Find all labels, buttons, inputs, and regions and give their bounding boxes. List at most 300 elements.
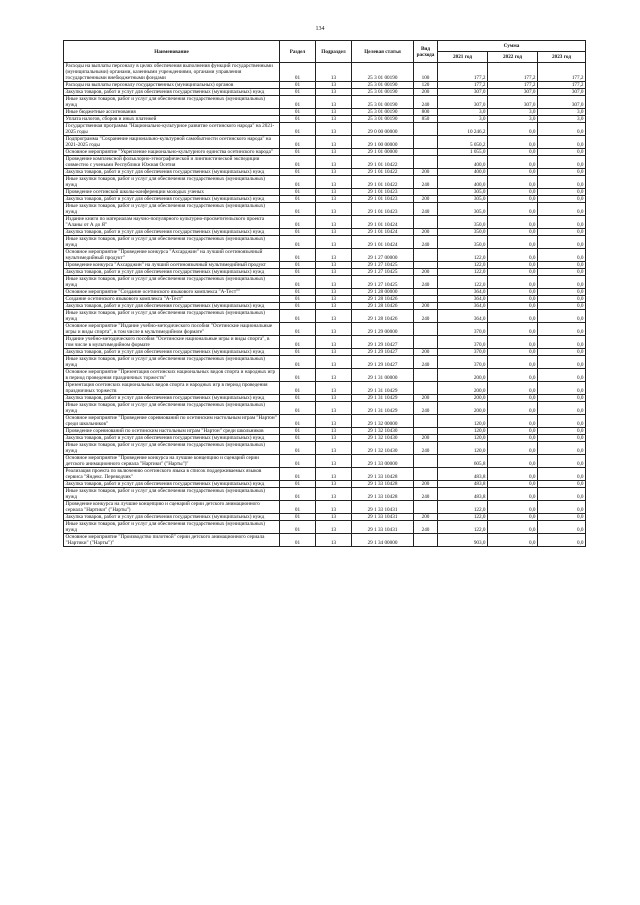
row-target: 29 1 32 10430 (352, 428, 414, 435)
row-target: 29 1 29 00000 (352, 323, 414, 336)
row-vid (414, 534, 438, 547)
row-sum-2021: 400,0 (438, 176, 488, 189)
table-row (64, 229, 586, 236)
table-row (64, 303, 586, 310)
row-target: 29 1 27 10425 (352, 262, 414, 269)
row-razdel: 01 (280, 488, 316, 501)
row-razdel: 01 (280, 336, 316, 349)
row-sum-2022: 0,0 (488, 156, 538, 169)
row-sum-2022: 0,0 (488, 514, 538, 521)
row-podrazdel: 13 (316, 455, 352, 468)
row-razdel: 01 (280, 203, 316, 216)
row-name: Закупка товаров, работ и услуг для обеспечения государственных (муниципальных) нужд (64, 196, 280, 203)
row-target: 29 1 29 10427 (352, 336, 414, 349)
row-sum-2023: 177,2 (538, 63, 586, 82)
table-row (64, 156, 586, 169)
row-vid: 240 (414, 402, 438, 415)
row-sum-2021: 200,0 (438, 395, 488, 402)
row-podrazdel: 13 (316, 336, 352, 349)
row-vid: 200 (414, 481, 438, 488)
table-row (64, 82, 586, 89)
row-name: Закупка товаров, работ и услуг для обеспечения государственных (муниципальных) нужд (64, 89, 280, 96)
row-name: Закупка товаров, работ и услуг для обеспечения государственных (муниципальных) нужд (64, 395, 280, 402)
row-razdel: 01 (280, 521, 316, 534)
row-podrazdel: 13 (316, 109, 352, 116)
row-sum-2021: 483,8 (438, 488, 488, 501)
row-sum-2021: 200,0 (438, 382, 488, 395)
row-name: Презентация осетинских национальных видов спорта и народных игр в период проведения праздничных торжеств (64, 382, 280, 395)
row-sum-2022: 0,0 (488, 276, 538, 289)
row-sum-2022: 0,0 (488, 123, 538, 136)
row-sum-2023: 0,0 (538, 289, 586, 296)
row-sum-2021: 370,0 (438, 323, 488, 336)
row-podrazdel: 13 (316, 534, 352, 547)
row-podrazdel: 13 (316, 415, 352, 428)
table-row (64, 369, 586, 382)
row-vid: 240 (414, 176, 438, 189)
table-row (64, 236, 586, 249)
row-sum-2021: 364,0 (438, 303, 488, 310)
row-podrazdel: 13 (316, 323, 352, 336)
row-target: 29 1 28 10426 (352, 296, 414, 303)
row-name: Иные закупки товаров, работ и услуг для обеспечения государственных (муниципальных) нужд (64, 276, 280, 289)
table-row (64, 176, 586, 189)
row-sum-2023: 0,0 (538, 534, 586, 547)
budget-table (63, 40, 586, 547)
row-sum-2023: 0,0 (538, 501, 586, 514)
row-target: 29 1 32 10430 (352, 442, 414, 455)
row-razdel: 01 (280, 109, 316, 116)
row-podrazdel: 13 (316, 169, 352, 176)
row-podrazdel: 13 (316, 89, 352, 96)
row-sum-2022: 0,0 (488, 468, 538, 481)
row-sum-2023: 0,0 (538, 236, 586, 249)
row-vid (414, 149, 438, 156)
header-vid: Вид расхода (414, 41, 438, 63)
row-sum-2021: 120,0 (438, 435, 488, 442)
table-row (64, 514, 586, 521)
row-sum-2023: 0,0 (538, 382, 586, 395)
row-sum-2021: 350,0 (438, 229, 488, 236)
table-row (64, 415, 586, 428)
row-podrazdel: 13 (316, 468, 352, 481)
row-vid (414, 123, 438, 136)
table-row (64, 189, 586, 196)
row-vid (414, 249, 438, 262)
row-sum-2022: 307,0 (488, 89, 538, 96)
header-name: Наименование (64, 41, 280, 63)
row-name: Подпрограмма "Сохранение национально-культурной самобытности осетинского народа" на 2021-2025 годы (64, 136, 280, 149)
header-target: Целевая статья (352, 41, 414, 63)
row-sum-2023: 0,0 (538, 488, 586, 501)
row-podrazdel: 13 (316, 435, 352, 442)
row-sum-2022: 0,0 (488, 136, 538, 149)
row-razdel: 01 (280, 310, 316, 323)
row-razdel: 01 (280, 136, 316, 149)
row-vid: 240 (414, 236, 438, 249)
row-vid (414, 323, 438, 336)
row-target: 25 3 01 00190 (352, 89, 414, 96)
row-podrazdel: 13 (316, 488, 352, 501)
row-vid: 800 (414, 109, 438, 116)
row-podrazdel: 13 (316, 189, 352, 196)
row-sum-2021: 3,0 (438, 116, 488, 123)
row-vid: 200 (414, 514, 438, 521)
row-sum-2021: 122,0 (438, 521, 488, 534)
row-name: Иные закупки товаров, работ и услуг для обеспечения государственных (муниципальных) нужд (64, 356, 280, 369)
row-vid: 200 (414, 395, 438, 402)
row-podrazdel: 13 (316, 395, 352, 402)
table-row (64, 356, 586, 369)
row-target: 29 1 31 10429 (352, 395, 414, 402)
row-sum-2021: 120,0 (438, 415, 488, 428)
row-sum-2023: 0,0 (538, 428, 586, 435)
row-sum-2023: 3,0 (538, 116, 586, 123)
row-razdel: 01 (280, 89, 316, 96)
row-sum-2023: 0,0 (538, 336, 586, 349)
header-sum: Сумма (438, 41, 586, 52)
row-sum-2021: 370,0 (438, 349, 488, 356)
row-name: Иные закупки товаров, работ и услуг для обеспечения государственных (муниципальных) нужд (64, 310, 280, 323)
row-name: Издание учебно-методического пособия "Осетинские национальные игры и виды спорта", в том числе в мультимедийном формате (64, 336, 280, 349)
row-name: Основное мероприятие "Укрепление национально-культурного единства осетинского народа" (64, 149, 280, 156)
row-sum-2021: 120,0 (438, 442, 488, 455)
row-razdel: 01 (280, 468, 316, 481)
row-razdel: 01 (280, 269, 316, 276)
row-sum-2022: 0,0 (488, 189, 538, 196)
row-sum-2023: 0,0 (538, 149, 586, 156)
table-row (64, 296, 586, 303)
row-name: Иные закупки товаров, работ и услуг для обеспечения государственных (муниципальных) нужд (64, 442, 280, 455)
row-vid: 200 (414, 269, 438, 276)
header-2023: 2023 год (538, 52, 586, 63)
row-sum-2023: 0,0 (538, 276, 586, 289)
table-row (64, 468, 586, 481)
row-podrazdel: 13 (316, 196, 352, 203)
row-target: 29 1 01 10424 (352, 236, 414, 249)
row-name: Закупка товаров, работ и услуг для обеспечения государственных (муниципальных) нужд (64, 481, 280, 488)
table-row (64, 136, 586, 149)
row-razdel: 01 (280, 514, 316, 521)
row-sum-2022: 0,0 (488, 216, 538, 229)
header-razdel: Раздел (280, 41, 316, 63)
row-sum-2023: 307,0 (538, 89, 586, 96)
row-podrazdel: 13 (316, 216, 352, 229)
row-sum-2022: 0,0 (488, 249, 538, 262)
row-target: 29 1 01 10423 (352, 203, 414, 216)
row-target: 29 1 29 10427 (352, 356, 414, 369)
table-header (64, 41, 586, 63)
row-vid (414, 156, 438, 169)
row-vid (414, 455, 438, 468)
row-sum-2022: 0,0 (488, 169, 538, 176)
row-sum-2022: 0,0 (488, 382, 538, 395)
row-razdel: 01 (280, 415, 316, 428)
row-sum-2022: 0,0 (488, 310, 538, 323)
row-sum-2022: 0,0 (488, 435, 538, 442)
row-vid: 200 (414, 169, 438, 176)
row-vid (414, 296, 438, 303)
row-vid: 240 (414, 310, 438, 323)
row-sum-2022: 0,0 (488, 455, 538, 468)
row-sum-2022: 0,0 (488, 262, 538, 269)
row-razdel: 01 (280, 149, 316, 156)
row-sum-2021: 305,0 (438, 196, 488, 203)
table-row (64, 149, 586, 156)
row-sum-2023: 0,0 (538, 176, 586, 189)
row-podrazdel: 13 (316, 176, 352, 189)
row-sum-2023: 0,0 (538, 249, 586, 262)
table-row (64, 402, 586, 415)
row-sum-2021: 370,0 (438, 356, 488, 369)
row-name: Основное мероприятие "Презентация осетинских национальных видов спорта и народных игр в период проведения праздничных торжеств" (64, 369, 280, 382)
table-row (64, 336, 586, 349)
row-sum-2021: 200,0 (438, 369, 488, 382)
row-vid (414, 428, 438, 435)
table-row (64, 63, 586, 82)
row-sum-2022: 0,0 (488, 323, 538, 336)
row-podrazdel: 13 (316, 229, 352, 236)
row-podrazdel: 13 (316, 310, 352, 323)
row-sum-2022: 177,2 (488, 63, 538, 82)
row-podrazdel: 13 (316, 382, 352, 395)
row-sum-2021: 200,0 (438, 402, 488, 415)
row-razdel: 01 (280, 63, 316, 82)
row-vid (414, 501, 438, 514)
row-vid (414, 336, 438, 349)
row-razdel: 01 (280, 169, 316, 176)
row-sum-2023: 0,0 (538, 369, 586, 382)
row-target: 29 1 33 10431 (352, 514, 414, 521)
row-target: 29 1 33 10431 (352, 521, 414, 534)
row-name: Государственная программа "Национально-культурное развитие осетинского народа" на 2021-2025 годы (64, 123, 280, 136)
row-razdel: 01 (280, 349, 316, 356)
row-name: Основное мероприятие "Производство пилотной" серии детского анимационного сериала "Нартики" ("Нарты")" (64, 534, 280, 547)
row-name: Основное мероприятие "Проведение соревнований по осетинским настольным играм "Нартон" среди школьников" (64, 415, 280, 428)
row-sum-2023: 0,0 (538, 196, 586, 203)
row-podrazdel: 13 (316, 82, 352, 89)
row-name: Основное мероприятие "Проведение конкурса "Ахсарджин" на лучший осетиноязычный мультимедийный продукт" (64, 249, 280, 262)
table-row (64, 488, 586, 501)
table-row (64, 310, 586, 323)
row-sum-2023: 177,2 (538, 82, 586, 89)
row-vid: 200 (414, 303, 438, 310)
row-vid: 240 (414, 521, 438, 534)
row-sum-2023: 0,0 (538, 156, 586, 169)
row-target: 29 1 01 10423 (352, 196, 414, 203)
row-sum-2023: 0,0 (538, 356, 586, 369)
header-2021: 2021 год (438, 52, 488, 63)
row-sum-2023: 0,0 (538, 514, 586, 521)
row-target: 25 3 01 00190 (352, 63, 414, 82)
row-sum-2023: 0,0 (538, 229, 586, 236)
row-razdel: 01 (280, 236, 316, 249)
row-podrazdel: 13 (316, 369, 352, 382)
row-sum-2023: 0,0 (538, 262, 586, 269)
row-sum-2021: 3,0 (438, 109, 488, 116)
row-vid: 200 (414, 229, 438, 236)
row-sum-2021: 903,0 (438, 534, 488, 547)
table-row (64, 216, 586, 229)
row-target: 29 1 28 10426 (352, 310, 414, 323)
row-razdel: 01 (280, 249, 316, 262)
table-row (64, 116, 586, 123)
row-sum-2021: 120,0 (438, 428, 488, 435)
row-razdel: 01 (280, 323, 316, 336)
row-podrazdel: 13 (316, 501, 352, 514)
row-vid: 120 (414, 82, 438, 89)
row-sum-2022: 0,0 (488, 236, 538, 249)
row-sum-2022: 0,0 (488, 415, 538, 428)
table-row (64, 169, 586, 176)
row-sum-2021: 305,0 (438, 203, 488, 216)
row-name: Расходы на выплаты персоналу в целях обеспечения выполнения функций государственными (муниципальными) органами, казенными учреждениями, органами управления государственными внебюджетными фондами (64, 63, 280, 82)
row-podrazdel: 13 (316, 63, 352, 82)
row-podrazdel: 13 (316, 303, 352, 310)
row-name: Иные закупки товаров, работ и услуг для обеспечения государственных (муниципальных) нужд (64, 176, 280, 189)
row-target: 29 1 01 10422 (352, 169, 414, 176)
row-razdel: 01 (280, 229, 316, 236)
row-sum-2022: 0,0 (488, 356, 538, 369)
table-row (64, 349, 586, 356)
row-target: 29 1 33 10428 (352, 481, 414, 488)
table-row (64, 428, 586, 435)
row-sum-2022: 0,0 (488, 488, 538, 501)
row-sum-2022: 0,0 (488, 395, 538, 402)
row-sum-2021: 122,0 (438, 501, 488, 514)
row-name: Проведение конкурса "Ахсарджин" на лучший осетиноязычный мультимедийный продукт (64, 262, 280, 269)
table-row (64, 289, 586, 296)
table-body (64, 63, 586, 547)
table-row (64, 481, 586, 488)
row-sum-2021: 483,8 (438, 468, 488, 481)
row-podrazdel: 13 (316, 289, 352, 296)
row-target: 29 1 31 10429 (352, 382, 414, 395)
row-vid (414, 216, 438, 229)
row-podrazdel: 13 (316, 481, 352, 488)
row-podrazdel: 13 (316, 521, 352, 534)
row-target: 29 1 28 10426 (352, 303, 414, 310)
row-sum-2023: 0,0 (538, 349, 586, 356)
row-razdel: 01 (280, 276, 316, 289)
row-sum-2021: 177,2 (438, 82, 488, 89)
row-name: Иные бюджетные ассигнования (64, 109, 280, 116)
row-sum-2023: 0,0 (538, 435, 586, 442)
row-vid: 240 (414, 276, 438, 289)
row-target: 29 1 33 10428 (352, 468, 414, 481)
row-podrazdel: 13 (316, 428, 352, 435)
row-name: Издание книги по материалам научно-популярного культурно-просветительского проекта "Аланы от А до Я" (64, 216, 280, 229)
row-sum-2021: 350,0 (438, 216, 488, 229)
row-sum-2021: 307,0 (438, 89, 488, 96)
row-name: Закупка товаров, работ и услуг для обеспечения государственных (муниципальных) нужд (64, 169, 280, 176)
row-razdel: 01 (280, 262, 316, 269)
table-row (64, 534, 586, 547)
row-sum-2022: 0,0 (488, 501, 538, 514)
row-sum-2022: 0,0 (488, 534, 538, 547)
row-sum-2023: 0,0 (538, 296, 586, 303)
row-name: Иные закупки товаров, работ и услуг для обеспечения государственных (муниципальных) нужд (64, 488, 280, 501)
row-razdel: 01 (280, 501, 316, 514)
row-name: Расходы на выплаты персоналу государственных (муниципальных) органов (64, 82, 280, 89)
row-target: 29 1 27 10425 (352, 269, 414, 276)
row-target: 29 1 00 00000 (352, 136, 414, 149)
row-sum-2021: 400,0 (438, 156, 488, 169)
row-name: Создание осетинского языкового комплекса "А-Тест" (64, 296, 280, 303)
row-razdel: 01 (280, 303, 316, 310)
row-vid: 240 (414, 356, 438, 369)
row-sum-2022: 177,2 (488, 82, 538, 89)
row-target: 29 1 32 00000 (352, 415, 414, 428)
row-target: 29 1 27 00000 (352, 249, 414, 262)
row-podrazdel: 13 (316, 349, 352, 356)
row-sum-2022: 0,0 (488, 269, 538, 276)
row-vid (414, 369, 438, 382)
row-sum-2023: 0,0 (538, 169, 586, 176)
row-sum-2023: 0,0 (538, 123, 586, 136)
row-target: 29 1 01 10424 (352, 229, 414, 236)
table-row (64, 442, 586, 455)
row-name: Закупка товаров, работ и услуг для обеспечения государственных (муниципальных) нужд (64, 303, 280, 310)
row-vid: 200 (414, 196, 438, 203)
row-podrazdel: 13 (316, 156, 352, 169)
row-target: 29 1 01 10422 (352, 156, 414, 169)
row-sum-2023: 0,0 (538, 521, 586, 534)
row-name: Иные закупки товаров, работ и услуг для обеспечения государственных (муниципальных) нужд (64, 96, 280, 109)
table-row (64, 203, 586, 216)
table-row (64, 455, 586, 468)
row-sum-2023: 0,0 (538, 310, 586, 323)
row-podrazdel: 13 (316, 262, 352, 269)
row-target: 29 1 33 10428 (352, 488, 414, 501)
row-sum-2023: 0,0 (538, 402, 586, 415)
row-sum-2021: 400,0 (438, 169, 488, 176)
row-sum-2021: 122,0 (438, 249, 488, 262)
row-name: Проведение осетинской школы-конференции молодых ученых (64, 189, 280, 196)
row-name: Реализация проекта по включению осетинского языка в список поддерживаемых языков сервиса "Яндекс. Переводчик" (64, 468, 280, 481)
row-target: 29 1 31 00000 (352, 369, 414, 382)
table-row (64, 323, 586, 336)
row-razdel: 01 (280, 428, 316, 435)
row-name: Закупка товаров, работ и услуг для обеспечения государственных (муниципальных) нужд (64, 349, 280, 356)
row-vid (414, 382, 438, 395)
row-sum-2022: 0,0 (488, 349, 538, 356)
row-sum-2021: 1 055,0 (438, 149, 488, 156)
row-name: Иные закупки товаров, работ и услуг для обеспечения государственных (муниципальных) нужд (64, 402, 280, 415)
row-sum-2023: 0,0 (538, 442, 586, 455)
row-sum-2021: 122,0 (438, 276, 488, 289)
row-target: 25 3 01 00190 (352, 109, 414, 116)
row-vid (414, 468, 438, 481)
row-sum-2021: 177,2 (438, 63, 488, 82)
row-sum-2021: 370,0 (438, 336, 488, 349)
row-sum-2022: 0,0 (488, 481, 538, 488)
row-target: 29 1 01 10423 (352, 189, 414, 196)
row-sum-2022: 0,0 (488, 296, 538, 303)
row-sum-2022: 0,0 (488, 149, 538, 156)
row-target: 29 1 32 10430 (352, 435, 414, 442)
row-razdel: 01 (280, 442, 316, 455)
row-vid: 240 (414, 203, 438, 216)
row-sum-2021: 122,0 (438, 262, 488, 269)
row-podrazdel: 13 (316, 203, 352, 216)
row-razdel: 01 (280, 455, 316, 468)
row-target: 25 3 01 00190 (352, 82, 414, 89)
row-name: Проведение комплексной фольклорно-этнографической и лингвистической экспедиции совместно с учеными Республики Южная Осетия (64, 156, 280, 169)
row-vid (414, 189, 438, 196)
page-number: 134 (315, 26, 325, 32)
row-vid: 240 (414, 488, 438, 501)
